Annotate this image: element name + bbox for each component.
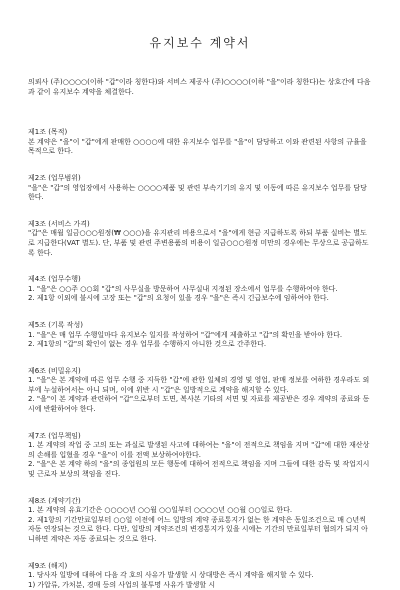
article-clause: 2. 제1항 이외에 불시에 고장 또는 "갑"의 요청이 있을 경우 "을"은 즉시 긴급보수에 임하여야 한다. bbox=[28, 294, 329, 303]
article-section bbox=[28, 128, 372, 157]
article-section bbox=[28, 562, 372, 590]
article-clause: 1) 가압류, 가처분, 경매 등의 사업의 불투명 사유가 발생할 시 bbox=[28, 580, 216, 589]
intro-paragraph: 의뢰사 (주)○○○○(이하 "갑"이라 칭한다)와 서비스 제공사 (주)○○○○(이하 "을"이라 칭한다)는 상호간에 다음과 같이 유지보수 계약을 체결한다. bbox=[28, 78, 371, 96]
article-heading: 제8조 (계약기간) bbox=[28, 496, 81, 505]
article-clause: 2. 제1항의 "갑"의 확인이 없는 경우 업무를 수행하지 아니한 것으로 간주한다. bbox=[28, 340, 267, 349]
article-clause: 1. 본 계약의 작업 중 고의 또는 과실로 발생된 사고에 대하여는 "을"이 전적으로 책임을 지며 "갑"에 대한 재산상의 손해를 입혔을 경우 "을"이 이를 전액 보상하여야한다. bbox=[28, 441, 370, 459]
article-clause: 2. "을"은 본 계약 하의 "을"의 종업원의 모든 행동에 대하여 전적으로 책임을 지며 그들에 대한 감독 및 작업지시 및 근로자 보상의 책임을 진다. bbox=[28, 460, 370, 479]
article-heading: 제4조 (업무수행) bbox=[28, 275, 81, 284]
article-clause: "을"은 "갑"의 영업장에서 사용하는 ○○○○제품 및 관련 부속기기의 유지 및 이동에 따른 유지보수 업무를 담당한다. bbox=[28, 183, 367, 202]
article-heading: 제3조 (서비스 가격) bbox=[28, 219, 90, 228]
article-clause: "갑"은 매월 일금○○○원정(₩ ○○○)을 유지관리 비용으로서 "을"에게 현금 지급하도록 하되 부품 실비는 별도로 지급한다(VAT 별도). 단, 부품 및 관련 주변용품의 비용이 일금○○○원정 미만의 경우에는 무상으로 공급하도록 한다. bbox=[28, 229, 369, 257]
article-list bbox=[28, 128, 372, 590]
article-heading: 제7조 (업무책임) bbox=[28, 431, 81, 440]
article-section bbox=[28, 275, 372, 304]
document-title: 유지보수 계약서 bbox=[149, 36, 251, 50]
article-heading: 제1조 (목적) bbox=[28, 128, 68, 137]
article-section bbox=[28, 174, 372, 203]
article-heading: 제2조 (업무범위) bbox=[28, 173, 81, 182]
article-section bbox=[28, 497, 372, 545]
article-heading: 제6조 (비밀유지) bbox=[28, 366, 81, 375]
article-clause: 1. 당사자 일방에 대하여 다음 각 호의 사유가 발생할 시 상대방은 즉시 계약을 해지할 수 있다. bbox=[28, 571, 314, 580]
article-clause: 2. 제1항의 기간만료일부터 ○○일 이전에 어느 일방의 계약 종료통지가 없는 한 계약은 동일조건으로 매 ○년씩 자동 연장되는 것으로 한다. 다만, 일방의 계약조건의 변경통지가 있을 시에는 기간의 만료일부터 협의가 되지 아니하면 계약은 자동 종료되는 것으로 한다. bbox=[28, 515, 368, 543]
article-clause: 2. "을"이 본 계약과 관련하여 "갑"으로부터 도면, 복사본 기타의 서면 및 자료를 제공받은 경우 계약의 종료와 동시에 반환하여야 한다. bbox=[28, 395, 370, 414]
article-section bbox=[28, 432, 372, 480]
article-section bbox=[28, 220, 372, 258]
article-clause: 1. "을"은 본 계약에 따른 업무 수행 중 지득한 "갑"에 관한 일체의 경영 및 영업, 판매 정보를 여하한 경우라도 외부에 누설하여서는 아니 되며, 이에 위반 시 "갑"은 일방적으로 계약을 해지할 수 있다. bbox=[28, 376, 370, 394]
article-clause: 1. "을"은 ○○주 ○○회 "갑"의 사무실을 방문하여 사무실내 지정된 장소에서 업무를 수행하여야 한다. bbox=[28, 284, 338, 293]
article-heading: 제5조 (기록 작성) bbox=[28, 320, 83, 329]
article-section bbox=[28, 367, 372, 415]
article-clause: 1. "을"은 매 업무 수행일마다 유지보수 일지를 작성하여 "갑"에게 제출하고 "갑"의 확인을 받아야 한다. bbox=[28, 330, 343, 339]
article-clause: 1. 본 계약의 유효기간은 ○○○○년 ○○월 ○○일부터 ○○○○년 ○○월 ○○일로 한다. bbox=[28, 506, 293, 515]
article-section bbox=[28, 321, 372, 350]
article-heading: 제9조 (해지) bbox=[28, 561, 68, 570]
article-clause: 본 계약은 "을"이 "갑"에게 판매한 ○○○○에 대한 유지보수 업무를 "을"이 담당하고 이와 관련된 사항의 규율을 목적으로 한다. bbox=[28, 137, 367, 156]
